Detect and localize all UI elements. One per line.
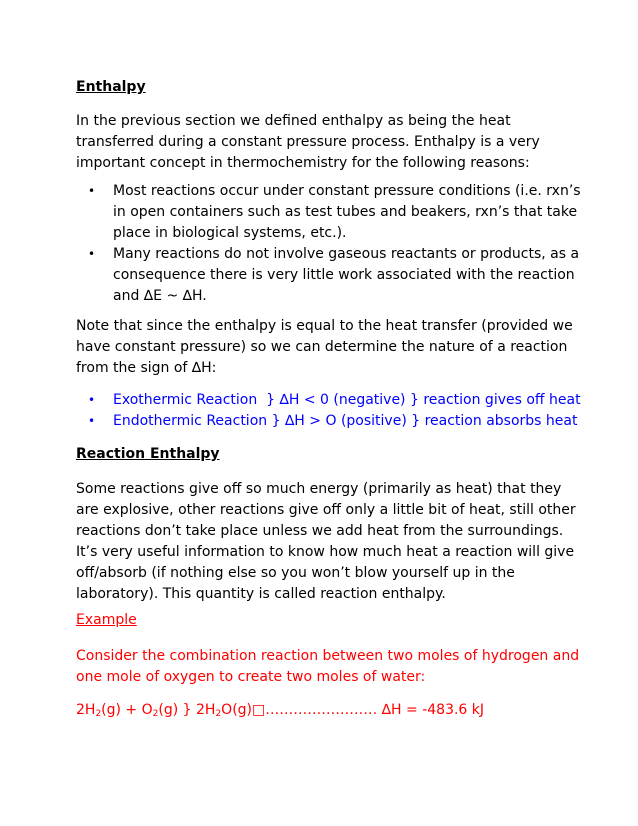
- reaction-enthalpy-paragraph: Some reactions give off so much energy (primarily as heat) that they are explosive, other reactions give off only a little bit of heat, still other reactions don’t take place unless we add heat from the surroundings. It’s very useful information to know how much heat a reaction will give off/absorb (if nothing else so you won’t blow yourself up in the laboratory). This quantity is called reaction enthalpy.: [76, 481, 576, 602]
- equation-part: 2H: [76, 702, 96, 718]
- equation-part: O(g)□…………………… ∆H = -483.6 kJ: [221, 702, 485, 718]
- sign-rules-list: [76, 390, 584, 432]
- equation-subscript: 2: [215, 709, 222, 719]
- reaction-equation: [76, 700, 584, 725]
- note-paragraph: Note that since the enthalpy is equal to the heat transfer (provided we have constant pressure) so we can determine the nature of a reaction from the sign of ∆H:: [76, 318, 573, 376]
- heading-enthalpy: Enthalpy: [76, 79, 146, 95]
- list-item: • Endothermic Reaction } ∆H > O (positive) } reaction absorbs heat: [76, 411, 584, 432]
- equation-part: (g) + O: [101, 702, 153, 718]
- list-item: • Many reactions do not involve gaseous reactants or products, as a consequence there is very little work associated with the reaction and ∆E ~ ∆H.: [76, 244, 584, 307]
- equation-subscript: 2: [152, 709, 159, 719]
- list-item: • Exothermic Reaction } ∆H < 0 (negative) } reaction gives off heat: [76, 390, 584, 411]
- example-label: Example: [76, 612, 137, 628]
- heading-reaction-enthalpy: Reaction Enthalpy: [76, 446, 220, 462]
- list-item: • Most reactions occur under constant pressure conditions (i.e. rxn’s in open containers such as test tubes and beakers, rxn’s that take place in biological systems, etc.).: [76, 181, 584, 244]
- reasons-list: [76, 181, 584, 307]
- intro-paragraph: In the previous section we defined enthalpy as being the heat transferred during a constant pressure process. Enthalpy is a very important concept in thermochemistry for the following reasons:: [76, 113, 540, 171]
- example-paragraph: Consider the combination reaction between two moles of hydrogen and one mole of oxygen to create two moles of water:: [76, 648, 580, 685]
- equation-subscript: 2: [95, 709, 102, 719]
- equation-part: (g) } 2H: [158, 702, 216, 718]
